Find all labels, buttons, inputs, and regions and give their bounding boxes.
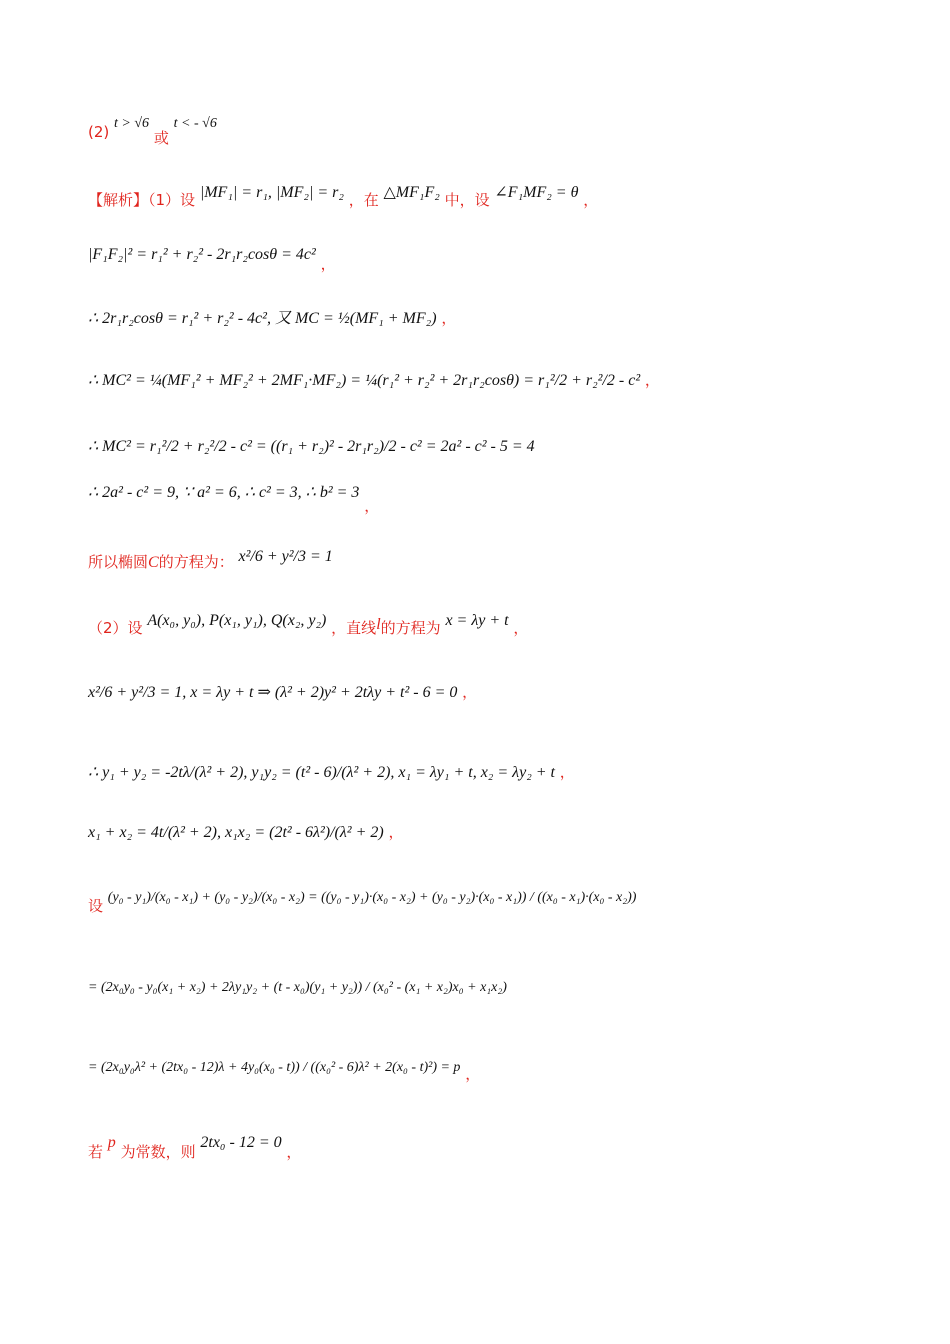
solution-line-1	[88, 182, 599, 209]
punct-comma: ，	[462, 683, 478, 701]
formula-cosine-law: |F₁F₂|² = r₁² + r₂² - 2r₁r₂cosθ = 4c²	[88, 246, 316, 263]
text-part2-she: （2）设	[88, 619, 143, 637]
symbol-C: C	[148, 554, 159, 571]
formula-points: A(x₀, y₀), P(x₁, y₁), Q(x₂, y₂)	[147, 612, 327, 629]
punct-comma: ，	[513, 619, 529, 637]
answer-t-greater: t > √6	[114, 116, 150, 131]
solution-line-8	[88, 610, 529, 637]
formula-x-sum-product: x₁ + x₂ = 4t/(λ² + 2), x₁x₂ = (2t² - 6λ²)/(λ² + 2)	[88, 824, 384, 841]
part2-label: (2)	[88, 123, 110, 141]
symbol-l: l	[376, 616, 381, 633]
punct-comma: ，	[286, 1143, 302, 1161]
solution-line-14	[88, 1056, 481, 1083]
formula-r1-r2: |MF₁| = r₁, |MF₂| = r₂	[199, 184, 344, 201]
punct-comma: ，	[364, 497, 380, 515]
formula-slope-sum: (y₀ - y₁)/(x₀ - x₁) + (y₀ - y₂)/(x₀ - x₂) = ((y₀ - y₁)·(x₀ - x₂) + (y₀ - y₂)·(x₀ - x₁)) / ((x₀ - x₁)·(x₀ - x₂))	[107, 890, 637, 905]
solution-line-4	[88, 370, 660, 391]
solution-line-2	[88, 244, 336, 273]
formula-mc-value: ∴ MC² = r₁²/2 + r₂²/2 - c² = ((r₁ + r₂)² - 2r₁r₂)/2 - c² = 2a² - c² - 5 = 4	[88, 438, 535, 455]
text-ruo: 若	[88, 1143, 104, 1161]
formula-angle: ∠F₁MF₂ = θ	[494, 184, 579, 201]
formula-line: x = λy + t	[445, 612, 509, 629]
answer-or: 或	[153, 129, 169, 147]
text-ellipse-suffix: 的方程为：	[158, 553, 234, 571]
solution-line-11	[88, 822, 404, 843]
punct-comma: ，	[583, 191, 599, 209]
formula-expanded: = (2x₀y₀ - y₀(x₁ + x₂) + 2λy₁y₂ + (t - x₀)(y₁ + y₂)) / (x₀² - (x₁ + x₂)x₀ + x₁x₂)	[88, 980, 507, 995]
text-ellipse-prefix: 所以椭圆	[88, 553, 149, 571]
punct-comma: ，	[644, 371, 660, 389]
text-equation-is: 的方程为	[380, 619, 441, 637]
solution-line-7	[88, 548, 333, 573]
solution-line-10	[88, 762, 575, 783]
solution-line-3	[88, 308, 456, 329]
text-line: ，直线	[331, 619, 377, 637]
solution-line-15	[88, 1132, 302, 1161]
punct-comma: ，	[465, 1065, 481, 1083]
formula-ellipse: x²/6 + y²/3 = 1	[238, 548, 333, 565]
punct-comma: ，	[441, 309, 457, 327]
symbol-p: p	[107, 1134, 116, 1151]
text-zhong-she: 中，设	[444, 191, 490, 209]
formula-triangle: △MF₁F₂	[383, 184, 440, 201]
solution-line-9	[88, 682, 477, 703]
answer-part2	[88, 116, 217, 147]
solution-line-13	[88, 976, 507, 998]
answer-t-less: t < - √6	[173, 116, 217, 131]
punct-comma: ，	[388, 823, 404, 841]
punct-comma: ，	[559, 763, 575, 781]
formula-system: x²/6 + y²/3 = 1, x = λy + t ⇒ (λ² + 2)y² + 2tλy + t² - 6 = 0	[88, 684, 458, 701]
formula-mc-squared: ∴ MC² = ¼(MF₁² + MF₂² + 2MF₁·MF₂) = ¼(r₁² + r₂² + 2r₁r₂cosθ) = r₁²/2 + r₂²/2 - c²	[88, 372, 641, 389]
punct-comma: ，	[320, 255, 336, 273]
text-she: 设	[88, 897, 104, 915]
formula-a-b-c: ∴ 2a² - c² = 9, ∵ a² = 6, ∴ c² = 3, ∴ b² = 3	[88, 484, 360, 501]
formula-condition: 2tx₀ - 12 = 0	[200, 1134, 282, 1151]
solution-line-12	[88, 886, 637, 915]
formula-equals-p: = (2x₀y₀λ² + (2tx₀ - 12)λ + 4y₀(x₀ - t)) / ((x₀² - 6)λ² + 2(x₀ - t)²) = p	[88, 1060, 461, 1075]
formula-vieta: ∴ y₁ + y₂ = -2tλ/(λ² + 2), y₁y₂ = (t² - 6)/(λ² + 2), x₁ = λy₁ + t, x₂ = λy₂ + t	[88, 764, 555, 781]
text-zai: ，在	[348, 191, 379, 209]
formula-mc-vector: ∴ 2r₁r₂cosθ = r₁² + r₂² - 4c², 又 MC = ½(MF₁ + MF₂)	[88, 310, 437, 327]
solution-line-5	[88, 436, 535, 457]
text-constant-then: 为常数，则	[120, 1143, 196, 1161]
solution-line-6	[88, 482, 380, 515]
solution-heading: 【解析】（1）设	[88, 191, 196, 209]
